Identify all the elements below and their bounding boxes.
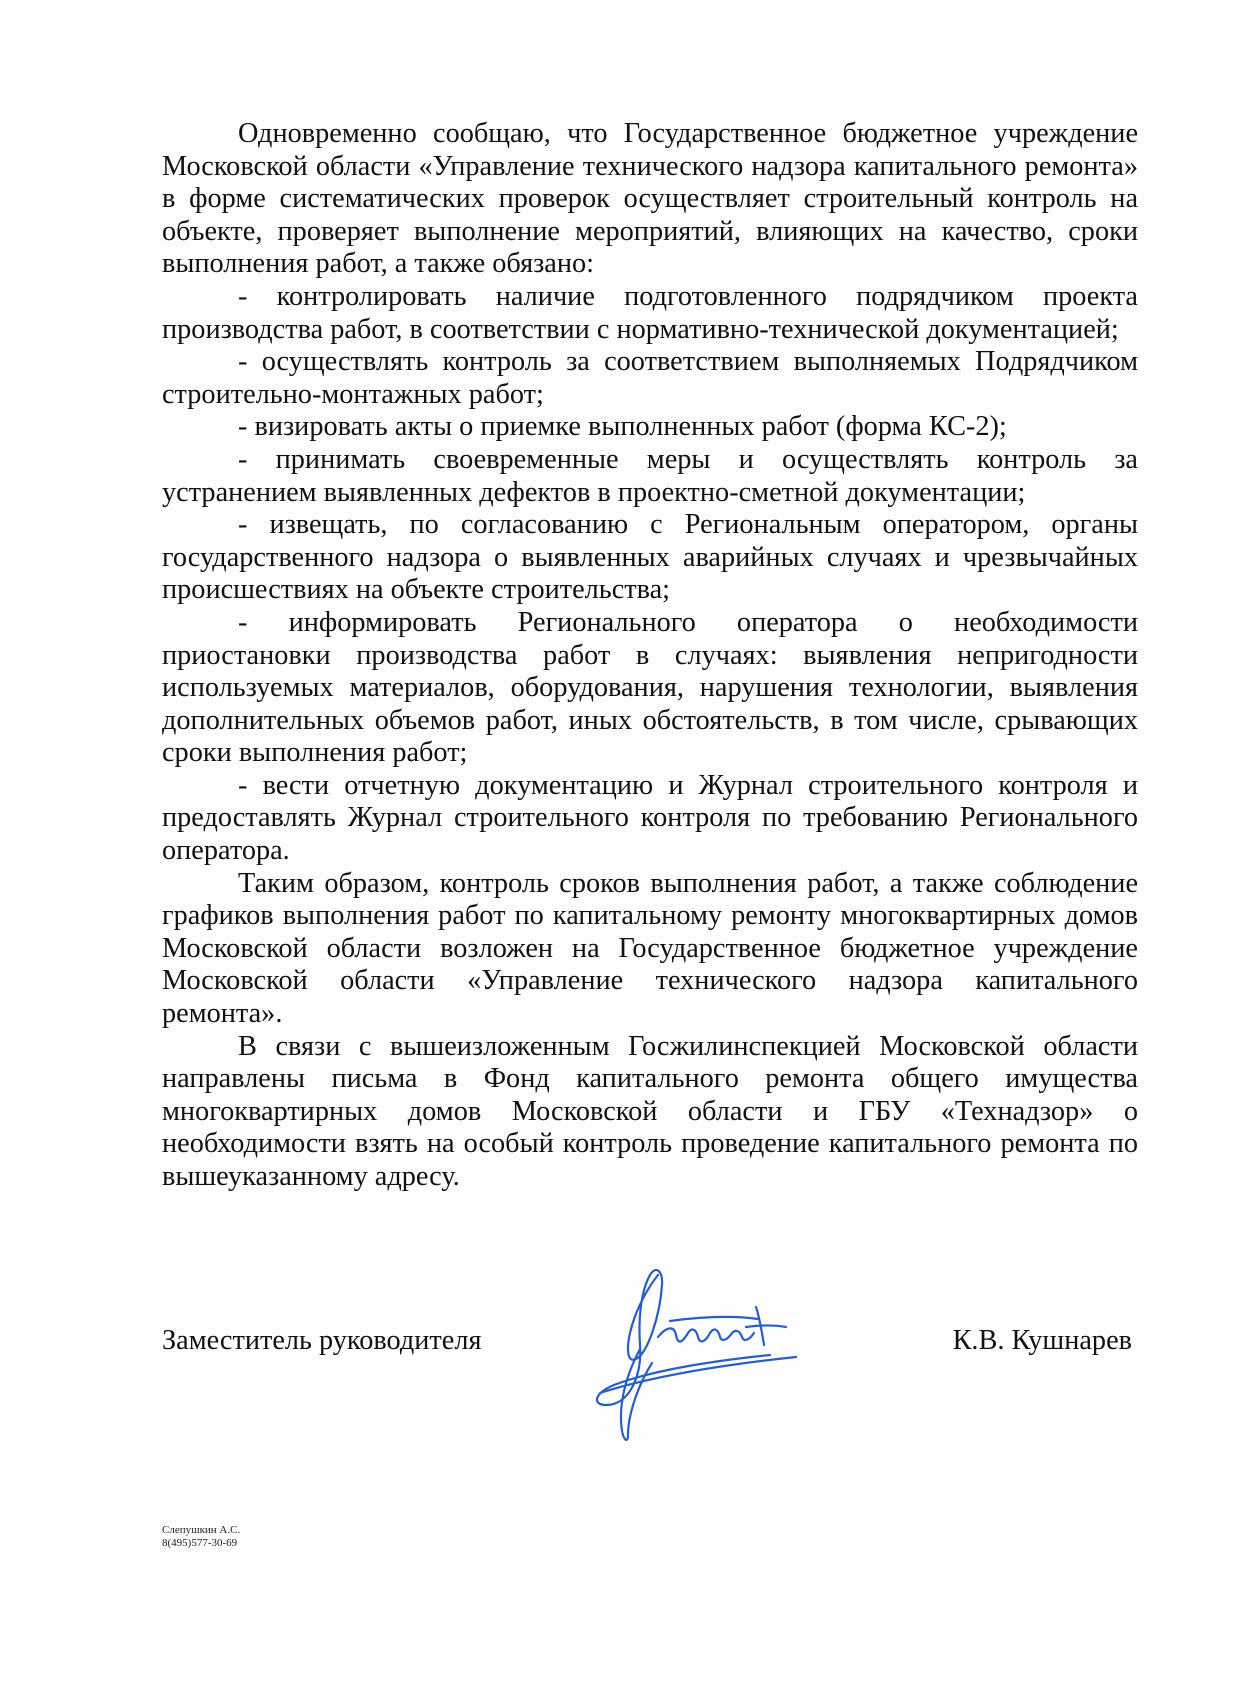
paragraph-intro: Одновременно сообщаю, что Государственное бюджетное учреждение Московской области «Управление технического надзора капитального ремонта» в форме систематических проверок осуществляет строительный контроль на объекте, проверяет выполнение мероприятий, влияющих на качество, сроки выполнения работ, а также обязано:	[162, 118, 1138, 280]
paragraph-item-defects: - принимать своевременные меры и осуществлять контроль за устранением выявленных дефектов в проектно-сметной документации;	[162, 443, 1138, 508]
handwritten-signature-icon	[570, 1245, 840, 1450]
paragraph-item-acts: - визировать акты о приемке выполненных работ (форма КС-2);	[238, 411, 1007, 443]
paragraph-item-notify: - извещать, по согласованию с Региональным оператором, органы государственного надзора о выявленных аварийных случаях и чрезвычайных происшествиях на объекте строительства;	[162, 509, 1138, 606]
signatory-name: К.В. Кушнарев	[952, 1325, 1132, 1356]
signatory-position: Заместитель руководителя	[162, 1325, 482, 1356]
paragraph-conclusion: Таким образом, контроль сроков выполнения работ, а также соблюдение графиков выполнения работ по капитальному ремонту многоквартирных домов Московской области возложен на Государственное бюджетное учреждение Московской области «Управление технического надзора капитального ремонта».	[162, 867, 1138, 1030]
executor-name: Слепушкин А.С.	[162, 1524, 241, 1536]
executor-info	[162, 1524, 240, 1550]
letter-body	[162, 118, 1138, 1194]
paragraph-item-journal: - вести отчетную документацию и Журнал строительного контроля и предоставлять Журнал строительного контроля по требованию Регионального оператора.	[162, 769, 1138, 867]
paragraph-item-project: - контролировать наличие подготовленного подрядчиком проекта производства работ, в соответствии с нормативно-технической документацией;	[162, 280, 1138, 345]
paragraph-item-inform: - информировать Регионального оператора о необходимости приостановки производства работ в случаях: выявления непригодности используемых материалов, оборудования, нарушения технологии, выявления дополнительных объемов работ, иных обстоятельств, в том числе, срывающих сроки выполнения работ;	[162, 606, 1138, 769]
executor-phone: 8(495)577-30-69	[162, 1537, 238, 1549]
paragraph-item-control: - осуществлять контроль за соответствием выполняемых Подрядчиком строительно-монтажных работ;	[162, 346, 1138, 410]
paragraph-actions: В связи с вышеизложенным Госжилинспекцией Московской области направлены письма в Фонд капитального ремонта общего имущества многоквартирных домов Московской области и ГБУ «Технадзор» о необходимости взять на особый контроль проведение капитального ремонта по вышеуказанному адресу.	[162, 1030, 1138, 1192]
